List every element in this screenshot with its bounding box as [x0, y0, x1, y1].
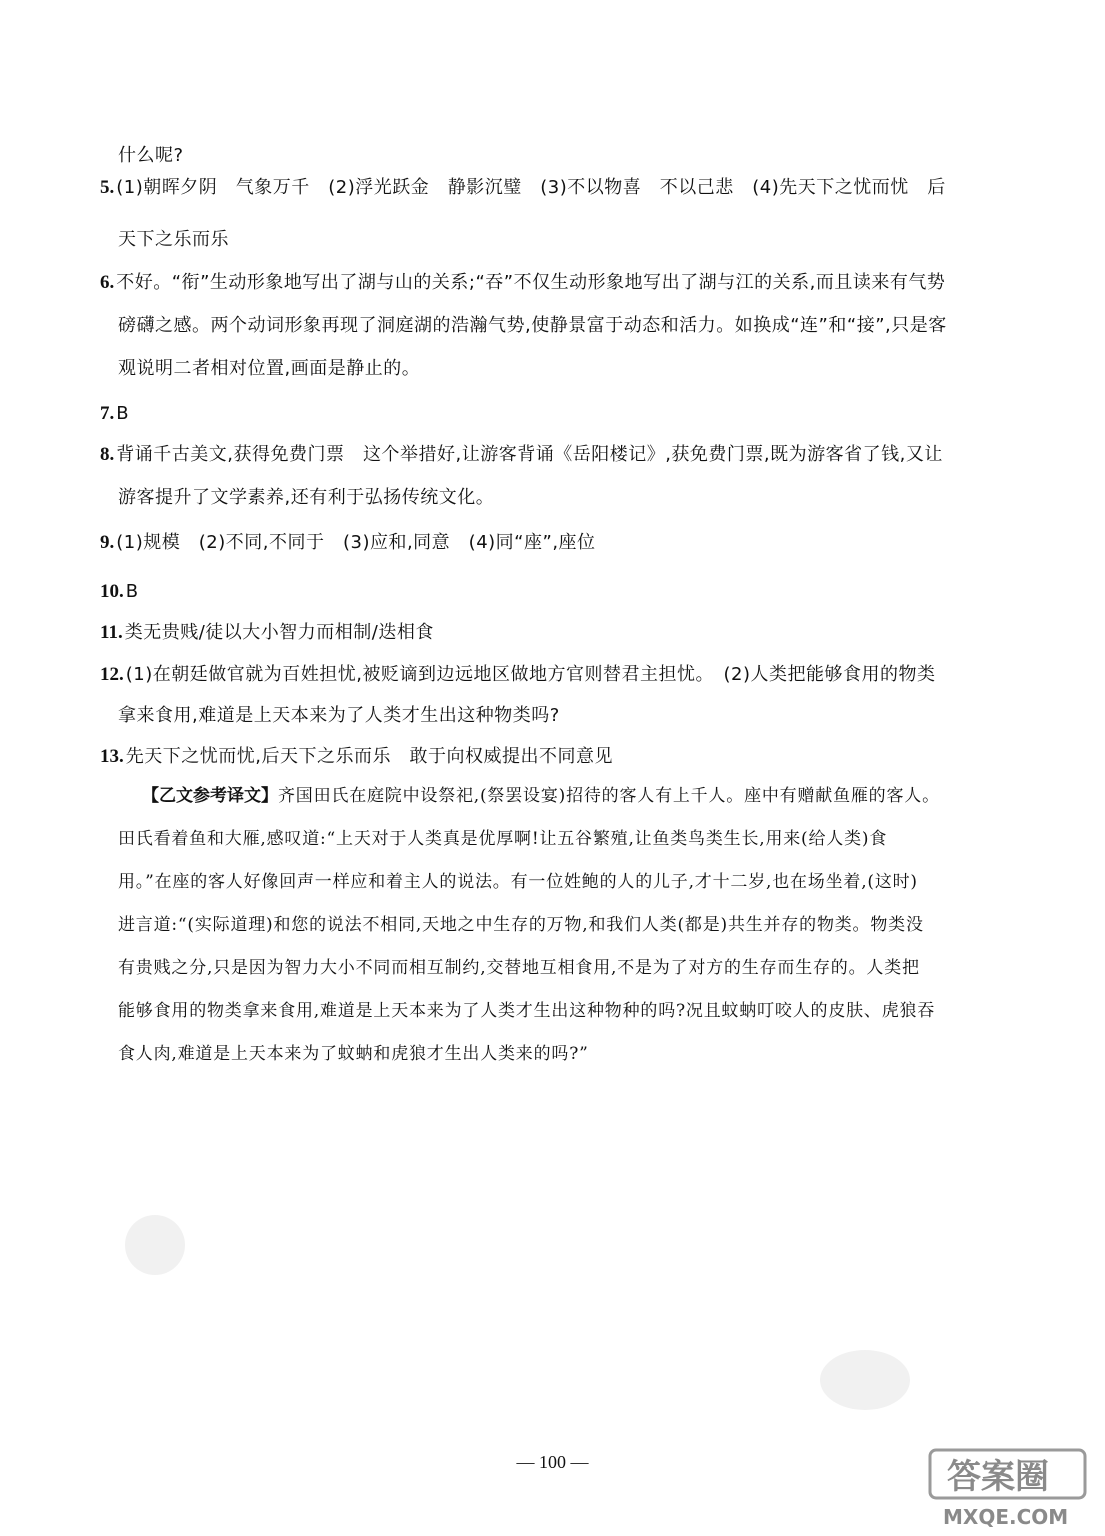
- answer-line-12: 12. (1)在朝廷做官就为百姓担忧,被贬谪到边远地区做地方官则替君主担忧。 (2)人类把能够食用的物类: [100, 664, 936, 685]
- answer-line-10: 10. B: [100, 581, 139, 602]
- answer-line-8: 8. 背诵千古美文,获得免费门票 这个举措好,让游客背诵《岳阳楼记》,获免费门票,既为游客省了钱,又让: [100, 444, 943, 465]
- page-number: — 100 —: [516, 1452, 589, 1472]
- scan-smudge: [820, 1350, 910, 1410]
- answer-line-11: 11. 类无贵贱/徒以大小智力而相制/迭相食: [100, 622, 434, 643]
- translation-line-2: 田氏看着鱼和大雁,感叹道:“上天对于人类真是优厚啊!让五谷繁殖,让鱼类鸟类生长,用来(给人类)食: [118, 829, 888, 849]
- translation-line-1: 【乙文参考译文】齐国田氏在庭院中设祭祀,(祭罢设宴)招待的客人有上千人。座中有赠献鱼雁的客人。: [142, 786, 940, 806]
- translation-line-4: 进言道:“(实际道理)和您的说法不相同,天地之中生存的万物,和我们人类(都是)共生并存的物类。物类没: [118, 915, 924, 935]
- scan-smudge: [125, 1215, 185, 1275]
- answer-line-9: 9. (1)规模 (2)不同,不同于 (3)应和,同意 (4)同“座”,座位: [100, 532, 596, 553]
- answer-line-5-cont: 天下之乐而乐: [118, 229, 229, 250]
- watermark-glyphs: 答案圈: [947, 1457, 1049, 1497]
- translation-line-3: 用。”在座的客人好像回声一样应和着主人的说法。有一位姓鲍的人的儿子,才十二岁,也在场坐着,(这时): [118, 872, 918, 892]
- translation-label: 【乙文参考译文】: [142, 786, 278, 806]
- answer-line-6-cont-1: 磅礴之感。两个动词形象再现了洞庭湖的浩瀚气势,使静景富于动态和活力。如换成“连”和“接”,只是客: [118, 315, 947, 336]
- answer-line-7: 7. B: [100, 403, 130, 424]
- translation-line-7: 食人肉,难道是上天本来为了蚊蚋和虎狼才生出人类来的吗?”: [118, 1044, 589, 1064]
- answer-line-6-cont-2: 观说明二者相对位置,画面是静止的。: [118, 358, 421, 379]
- answer-line-5: 5. (1)朝晖夕阴 气象万千 (2)浮光跃金 静影沉璧 (3)不以物喜 不以己悲 (4)先天下之忧而忧 后: [100, 177, 946, 198]
- translation-line-6: 能够食用的物类拿来食用,难道是上天本来为了人类才生出这种物种的吗?况且蚊蚋叮咬人的皮肤、虎狼吞: [118, 1001, 936, 1021]
- answer-line-8-cont: 游客提升了文学素养,还有利于弘扬传统文化。: [118, 487, 495, 508]
- answer-logo-icon: [925, 1442, 1095, 1532]
- answer-line-13: 13. 先天下之忧而忧,后天下之乐而乐 敢于向权威提出不同意见: [100, 746, 613, 767]
- translation-line-5: 有贵贱之分,只是因为智力大小不同而相互制约,交替地互相食用,不是为了对方的生存而生存的。人类把: [118, 958, 920, 978]
- answer-line-12-cont: 拿来食用,难道是上天本来为了人类才生出这种物类吗?: [118, 705, 560, 726]
- watermark-text: MXQE.COM: [943, 1505, 1069, 1529]
- answer-line-6: 6. 不好。“衔”生动形象地写出了湖与山的关系;“吞”不仅生动形象地写出了湖与江的关系,而且读来有气势: [100, 272, 946, 293]
- answer-line-0: 什么呢?: [118, 145, 184, 166]
